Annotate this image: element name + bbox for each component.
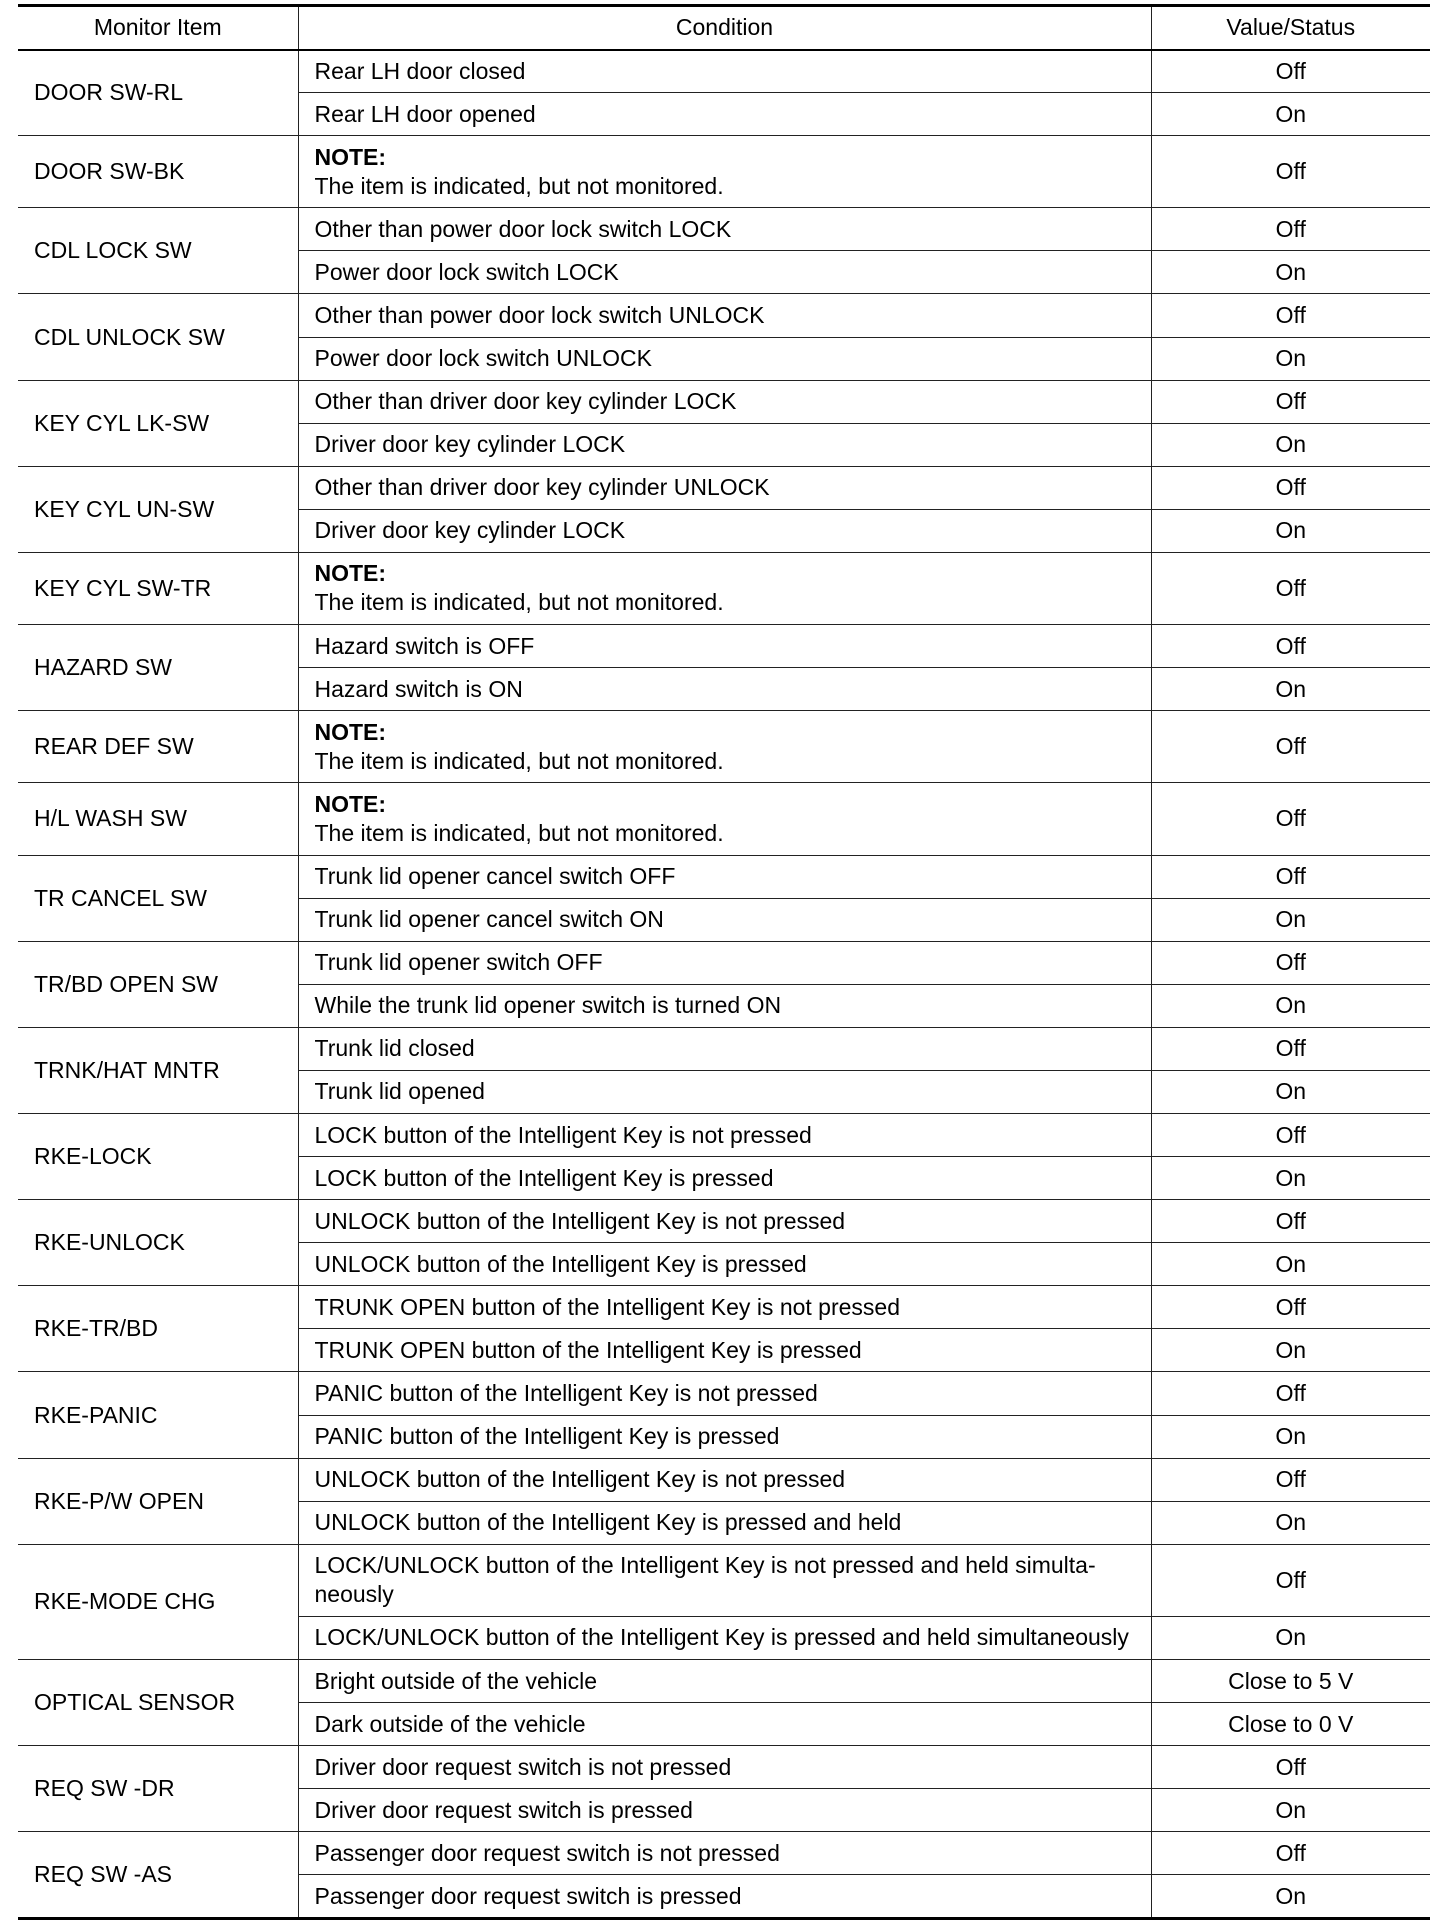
value-status-cell: Off — [1151, 711, 1430, 783]
condition-cell: LOCK button of the Intelligent Key is not pressed — [298, 1113, 1151, 1156]
monitor-item-cell: DOOR SW-RL — [18, 50, 298, 136]
monitor-item-cell: REAR DEF SW — [18, 711, 298, 783]
table-row — [18, 783, 1430, 855]
monitor-item-cell: H/L WASH SW — [18, 783, 298, 855]
note-label: NOTE: — [314, 560, 387, 587]
condition-cell: Passenger door request switch is not pressed — [298, 1832, 1151, 1875]
value-status-cell: Close to 5 V — [1151, 1659, 1430, 1702]
condition-cell: LOCK/UNLOCK button of the Intelligent Key is not pressed and held simulta-neously — [298, 1544, 1151, 1616]
monitor-item-cell: CDL UNLOCK SW — [18, 294, 298, 380]
table-row — [18, 1372, 1430, 1415]
table-row — [18, 625, 1430, 668]
table-row — [18, 1544, 1430, 1616]
table-row — [18, 1659, 1430, 1702]
condition-cell: TRUNK OPEN button of the Intelligent Key is pressed — [298, 1329, 1151, 1372]
value-status-cell: On — [1151, 1157, 1430, 1200]
value-status-cell: Off — [1151, 783, 1430, 855]
value-status-cell: On — [1151, 337, 1430, 380]
condition-cell: Driver door key cylinder LOCK — [298, 423, 1151, 466]
condition-cell: LOCK/UNLOCK button of the Intelligent Key is pressed and held simultaneously — [298, 1616, 1151, 1659]
table-row — [18, 136, 1430, 208]
table-row — [18, 1027, 1430, 1070]
condition-cell: Other than driver door key cylinder UNLOCK — [298, 466, 1151, 509]
table-row — [18, 380, 1430, 423]
condition-cell: Trunk lid opened — [298, 1070, 1151, 1113]
condition-cell: LOCK button of the Intelligent Key is pressed — [298, 1157, 1151, 1200]
value-status-cell: Off — [1151, 208, 1430, 251]
value-status-cell: Close to 0 V — [1151, 1703, 1430, 1746]
monitor-item-cell: KEY CYL LK-SW — [18, 380, 298, 466]
monitor-item-cell: RKE-PANIC — [18, 1372, 298, 1458]
table-row — [18, 552, 1430, 624]
condition-cell: UNLOCK button of the Intelligent Key is not pressed — [298, 1458, 1151, 1501]
value-status-cell: On — [1151, 668, 1430, 711]
condition-cell: Other than driver door key cylinder LOCK — [298, 380, 1151, 423]
condition-cell: TRUNK OPEN button of the Intelligent Key is not pressed — [298, 1286, 1151, 1329]
monitor-item-cell: KEY CYL UN-SW — [18, 466, 298, 552]
value-status-cell: Off — [1151, 941, 1430, 984]
table-body — [18, 50, 1430, 1919]
value-status-cell: Off — [1151, 625, 1430, 668]
value-status-cell: Off — [1151, 552, 1430, 624]
monitor-item-cell: HAZARD SW — [18, 625, 298, 711]
monitor-item-cell: RKE-TR/BD — [18, 1286, 298, 1372]
value-status-cell: Off — [1151, 855, 1430, 898]
condition-cell — [298, 552, 1151, 624]
note-text: The item is indicated, but not monitored. — [314, 172, 724, 199]
table-row — [18, 1286, 1430, 1329]
value-status-cell: On — [1151, 1875, 1430, 1919]
note-label: NOTE: — [314, 718, 387, 745]
value-status-cell: Off — [1151, 1200, 1430, 1243]
value-status-cell: On — [1151, 1501, 1430, 1544]
condition-cell: Passenger door request switch is pressed — [298, 1875, 1151, 1919]
condition-cell: While the trunk lid opener switch is turned ON — [298, 984, 1151, 1027]
value-status-cell: On — [1151, 1070, 1430, 1113]
table-row — [18, 711, 1430, 783]
monitor-item-cell: REQ SW -DR — [18, 1746, 298, 1832]
value-status-cell: On — [1151, 1329, 1430, 1372]
monitor-item-cell: OPTICAL SENSOR — [18, 1659, 298, 1745]
monitor-item-cell: TRNK/HAT MNTR — [18, 1027, 298, 1113]
value-status-cell: On — [1151, 251, 1430, 294]
note-text: The item is indicated, but not monitored. — [314, 589, 724, 616]
monitor-item-cell: RKE-P/W OPEN — [18, 1458, 298, 1544]
value-status-cell: On — [1151, 509, 1430, 552]
table-row — [18, 1746, 1430, 1789]
condition-cell: Trunk lid opener cancel switch ON — [298, 898, 1151, 941]
condition-cell: Trunk lid opener cancel switch OFF — [298, 855, 1151, 898]
value-status-cell: Off — [1151, 1372, 1430, 1415]
monitor-item-table — [18, 4, 1430, 1920]
value-status-cell: Off — [1151, 1746, 1430, 1789]
note-text: The item is indicated, but not monitored. — [314, 819, 724, 846]
note-label: NOTE: — [314, 143, 387, 170]
value-status-cell: Off — [1151, 380, 1430, 423]
condition-cell: Rear LH door opened — [298, 93, 1151, 136]
value-status-cell: Off — [1151, 1544, 1430, 1616]
value-status-cell: Off — [1151, 466, 1430, 509]
condition-cell: Driver door request switch is not pressed — [298, 1746, 1151, 1789]
condition-cell: Other than power door lock switch LOCK — [298, 208, 1151, 251]
column-header-condition: Condition — [298, 6, 1151, 50]
condition-cell: Hazard switch is ON — [298, 668, 1151, 711]
condition-cell: Other than power door lock switch UNLOCK — [298, 294, 1151, 337]
note-label: NOTE: — [314, 790, 387, 817]
value-status-cell: Off — [1151, 1832, 1430, 1875]
table-row — [18, 941, 1430, 984]
table-row — [18, 208, 1430, 251]
table-row — [18, 1458, 1430, 1501]
value-status-cell: On — [1151, 93, 1430, 136]
condition-cell: UNLOCK button of the Intelligent Key is pressed — [298, 1243, 1151, 1286]
condition-cell: Dark outside of the vehicle — [298, 1703, 1151, 1746]
condition-cell: Trunk lid closed — [298, 1027, 1151, 1070]
value-status-cell: Off — [1151, 294, 1430, 337]
condition-cell: PANIC button of the Intelligent Key is not pressed — [298, 1372, 1151, 1415]
condition-cell: Rear LH door closed — [298, 50, 1151, 93]
condition-cell: Bright outside of the vehicle — [298, 1659, 1151, 1702]
table-row — [18, 466, 1430, 509]
table-row — [18, 1832, 1430, 1875]
column-header-value-status: Value/Status — [1151, 6, 1430, 50]
monitor-item-cell: REQ SW -AS — [18, 1832, 298, 1919]
monitor-item-cell: TR/BD OPEN SW — [18, 941, 298, 1027]
monitor-item-cell: KEY CYL SW-TR — [18, 552, 298, 624]
condition-cell — [298, 711, 1151, 783]
monitor-item-cell: RKE-LOCK — [18, 1113, 298, 1199]
condition-cell: Hazard switch is OFF — [298, 625, 1151, 668]
condition-cell: Trunk lid opener switch OFF — [298, 941, 1151, 984]
note-text: The item is indicated, but not monitored. — [314, 747, 724, 774]
value-status-cell: On — [1151, 1616, 1430, 1659]
value-status-cell: Off — [1151, 1286, 1430, 1329]
table-row — [18, 1113, 1430, 1156]
monitor-item-cell: DOOR SW-BK — [18, 136, 298, 208]
table-row — [18, 50, 1430, 93]
value-status-cell: Off — [1151, 1027, 1430, 1070]
condition-cell — [298, 136, 1151, 208]
condition-cell: PANIC button of the Intelligent Key is pressed — [298, 1415, 1151, 1458]
value-status-cell: On — [1151, 1243, 1430, 1286]
value-status-cell: On — [1151, 1789, 1430, 1832]
value-status-cell: Off — [1151, 50, 1430, 93]
table-row — [18, 855, 1430, 898]
monitor-item-cell: RKE-MODE CHG — [18, 1544, 298, 1659]
value-status-cell: On — [1151, 898, 1430, 941]
condition-cell: UNLOCK button of the Intelligent Key is pressed and held — [298, 1501, 1151, 1544]
monitor-item-cell: RKE-UNLOCK — [18, 1200, 298, 1286]
value-status-cell: Off — [1151, 1458, 1430, 1501]
monitor-item-cell: CDL LOCK SW — [18, 208, 298, 294]
condition-cell: Power door lock switch UNLOCK — [298, 337, 1151, 380]
condition-cell — [298, 783, 1151, 855]
value-status-cell: Off — [1151, 136, 1430, 208]
condition-cell: Driver door key cylinder LOCK — [298, 509, 1151, 552]
value-status-cell: On — [1151, 984, 1430, 1027]
column-header-monitor-item: Monitor Item — [18, 6, 298, 50]
condition-cell: Driver door request switch is pressed — [298, 1789, 1151, 1832]
value-status-cell: On — [1151, 423, 1430, 466]
table-row — [18, 1200, 1430, 1243]
value-status-cell: On — [1151, 1415, 1430, 1458]
table-row — [18, 294, 1430, 337]
monitor-item-cell: TR CANCEL SW — [18, 855, 298, 941]
condition-cell: UNLOCK button of the Intelligent Key is not pressed — [298, 1200, 1151, 1243]
condition-cell: Power door lock switch LOCK — [298, 251, 1151, 294]
value-status-cell: Off — [1151, 1113, 1430, 1156]
table-header-row — [18, 6, 1430, 50]
